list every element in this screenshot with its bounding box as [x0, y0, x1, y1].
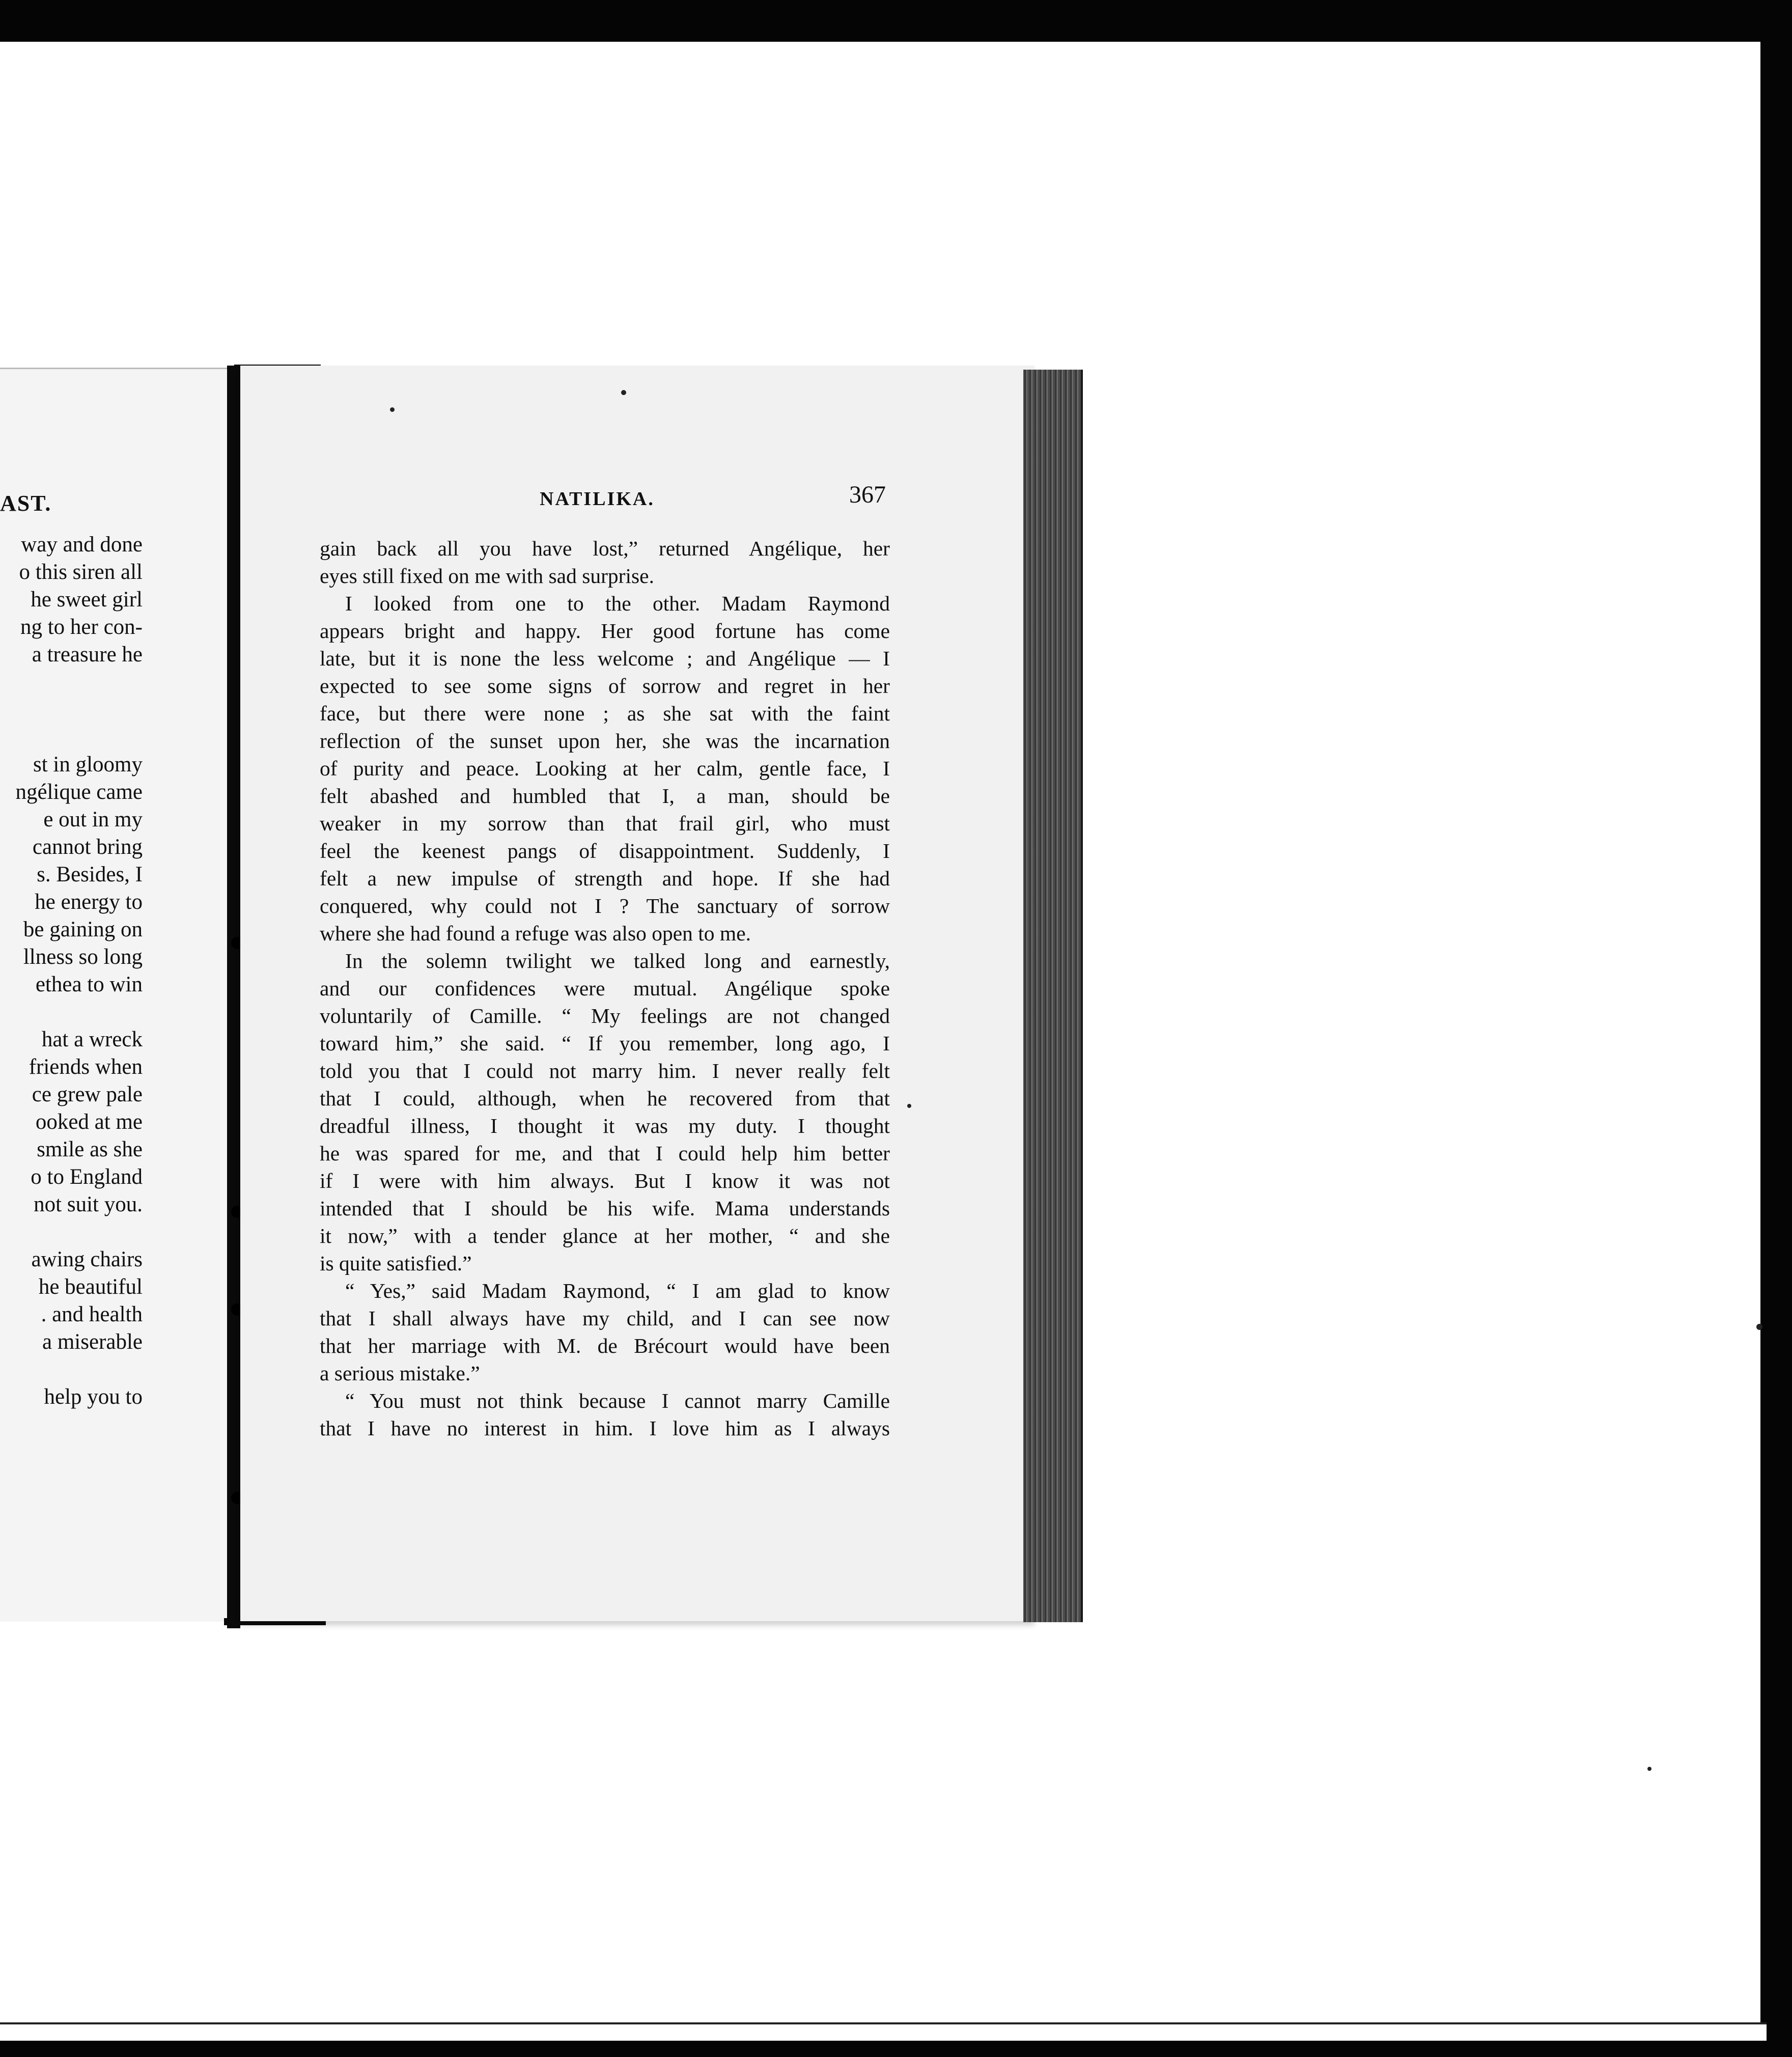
text-line: appears bright and happy. Her good fortune has come [320, 619, 890, 643]
verso-line-fragment: a treasure he [32, 643, 143, 666]
text-line: if I were with him always. But I know it was not [320, 1169, 890, 1192]
verso-line-fragment: hat a wreck [41, 1027, 143, 1051]
text-line: a serious mistake.” [320, 1361, 480, 1385]
text-line: late, but it is none the less welcome ; and Angélique — I [320, 647, 890, 670]
verso-line-fragment: ooked at me [35, 1110, 143, 1134]
page-edges [1023, 370, 1083, 1622]
text-line: told you that I could not marry him. I never really felt [320, 1059, 890, 1082]
text-line: “ You must not think because I cannot marry Camille [345, 1389, 890, 1412]
text-line: is quite satisfied.” [320, 1252, 472, 1275]
text-line: intended that I should be his wife. Mama understands [320, 1197, 890, 1220]
verso-line-fragment: not suit you. [34, 1192, 143, 1216]
text-line: feel the keenest pangs of disappointment. Suddenly, I [320, 839, 890, 863]
scan-border-right [1760, 0, 1792, 2057]
dust-speck [390, 407, 395, 412]
verso-line-fragment: he beautiful [38, 1275, 143, 1299]
body-text-block [320, 535, 890, 1442]
text-line: reflection of the sunset upon her, she was the incarnation [320, 729, 890, 753]
verso-line-fragment [0, 1218, 143, 1246]
dust-speck [1647, 1767, 1651, 1771]
text-line: expected to see some signs of sorrow and regret in her [320, 674, 890, 698]
text-line: that I could, although, when he recovered from that [320, 1087, 890, 1110]
verso-line-fragment: ngélique came [15, 780, 143, 804]
verso-running-head: AST. [0, 491, 52, 516]
verso-line-fragment [0, 669, 143, 696]
verso-line-fragment: o this siren all [19, 560, 143, 584]
verso-line-fragment [0, 1356, 143, 1383]
verso-line-fragment [0, 998, 143, 1026]
verso-line-fragment: s. Besides, I [37, 863, 143, 886]
verso-line-fragment: he energy to [35, 890, 143, 914]
verso-line-fragment: a miserable [42, 1330, 143, 1354]
verso-text-block [0, 531, 143, 1411]
dust-speck [1756, 1324, 1762, 1330]
verso-line-fragment: llness so long [23, 945, 143, 969]
verso-page [0, 368, 229, 1622]
verso-line-fragment: awing chairs [31, 1247, 143, 1271]
text-line: and our confidences were mutual. Angélique spoke [320, 977, 890, 1000]
verso-line-fragment: way and done [21, 533, 143, 557]
scan-border-bottom-strip [0, 2022, 1767, 2043]
text-line: he was spared for me, and that I could help him better [320, 1142, 890, 1165]
scan-border-top [0, 0, 1792, 42]
page-number: 367 [849, 481, 886, 508]
verso-line-fragment: . and health [41, 1302, 143, 1326]
text-line: that I shall always have my child, and I can see now [320, 1307, 890, 1330]
text-line: weaker in my sorrow than that frail girl, who must [320, 812, 890, 835]
text-line: face, but there were none ; as she sat with the faint [320, 702, 890, 725]
text-line: gain back all you have lost,” returned Angélique, her [320, 537, 890, 560]
text-line: that her marriage with M. de Brécourt would have been [320, 1334, 890, 1357]
text-line: of purity and peace. Looking at her calm, gentle face, I [320, 757, 890, 780]
verso-line-fragment: ng to her con- [20, 615, 143, 639]
verso-line-fragment: he sweet girl [31, 588, 143, 611]
dust-speck [907, 1104, 911, 1108]
verso-line-fragment: cannot bring [32, 835, 143, 859]
book-gutter [227, 366, 240, 1628]
text-line: eyes still fixed on me with sad surprise. [320, 564, 654, 588]
verso-line-fragment: help you to [44, 1385, 143, 1409]
dust-speck [621, 390, 626, 395]
text-line: it now,” with a tender glance at her mother, “ and she [320, 1224, 890, 1247]
scan-border-bottom [0, 2041, 1792, 2057]
text-line: felt a new impulse of strength and hope. If she had [320, 867, 890, 890]
verso-line-fragment: ethea to win [35, 972, 143, 996]
verso-line-fragment: e out in my [43, 808, 143, 831]
text-line: where she had found a refuge was also open to me. [320, 922, 751, 945]
text-line: In the solemn twilight we talked long and earnestly, [345, 949, 890, 972]
verso-line-fragment: st in gloomy [33, 753, 143, 776]
text-line: “ Yes,” said Madam Raymond, “ I am glad to know [345, 1279, 890, 1302]
verso-line-fragment: ce grew pale [32, 1082, 143, 1106]
text-line: I looked from one to the other. Madam Raymond [345, 592, 890, 615]
verso-line-fragment: o to England [31, 1165, 143, 1189]
verso-line-fragment: be gaining on [23, 918, 143, 941]
text-line: conquered, why could not I ? The sanctuary of sorrow [320, 894, 890, 918]
text-line: toward him,” she said. “ If you remember, long ago, I [320, 1032, 890, 1055]
text-line: felt abashed and humbled that I, a man, should be [320, 784, 890, 808]
verso-line-fragment: smile as she [37, 1137, 143, 1161]
text-line: that I have no interest in him. I love him as I always [320, 1416, 890, 1440]
running-head: NATILIKA. [540, 488, 655, 510]
text-line: dreadful illness, I thought it was my duty. I thought [320, 1114, 890, 1137]
verso-line-fragment [0, 696, 143, 724]
verso-line-fragment: friends when [29, 1055, 143, 1079]
verso-line-fragment [0, 724, 143, 751]
text-line: voluntarily of Camille. “ My feelings are not changed [320, 1004, 890, 1027]
